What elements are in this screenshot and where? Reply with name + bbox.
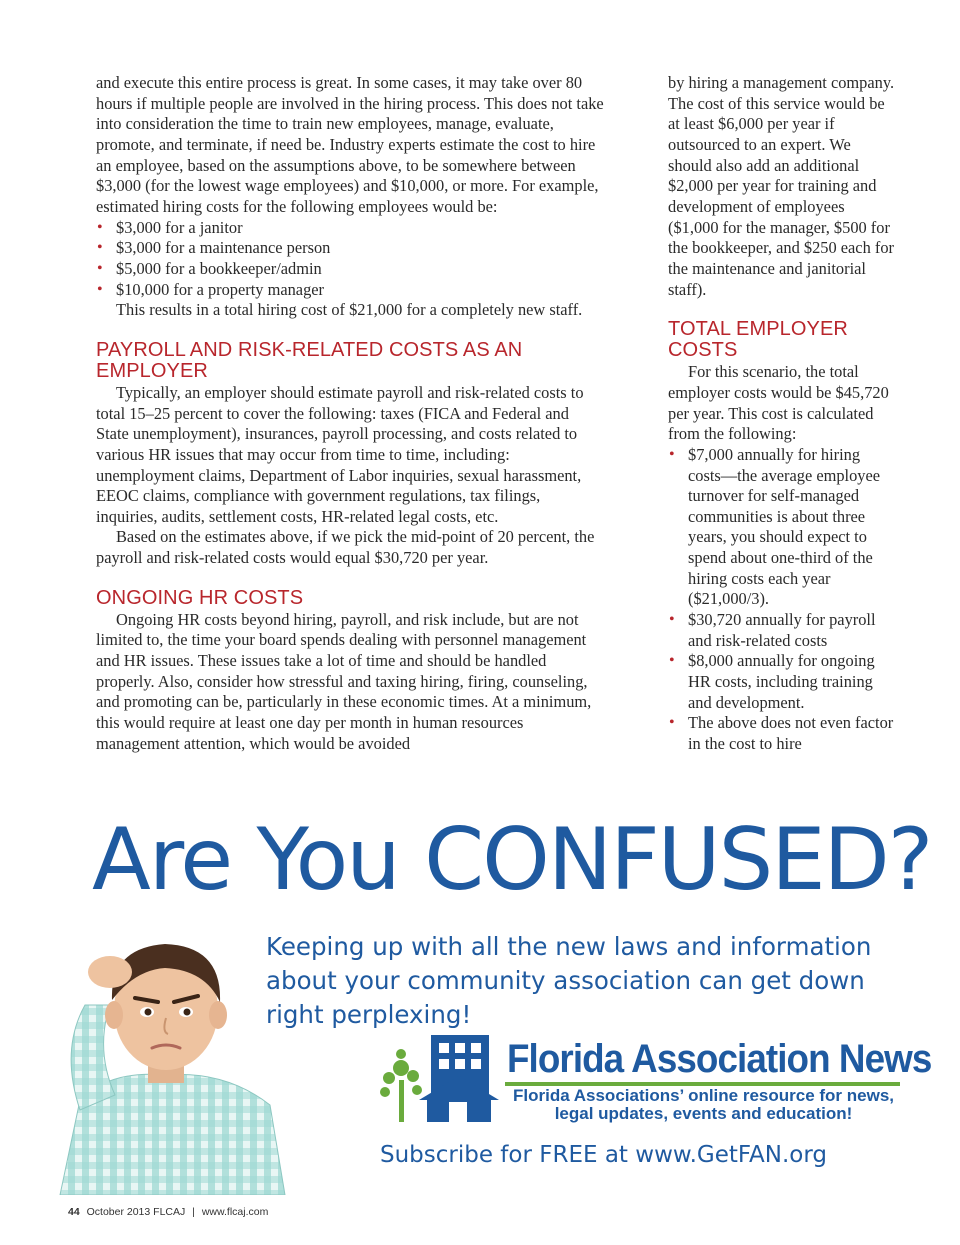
list-item: • $3,000 for a maintenance person	[97, 238, 331, 258]
hiring-costs-list	[96, 218, 604, 301]
subscribe-link[interactable]: Subscribe for FREE at www.GetFAN.org	[380, 1142, 827, 1168]
ad-subheadline: Keeping up with all the new laws and information about your community association can get down right perplexing!	[266, 932, 872, 1029]
list-item: • $5,000 for a bookkeeper/admin	[97, 258, 322, 278]
issue-label: October 2013 FLCAJ	[86, 1206, 186, 1218]
fan-brand-name: Florida Association News	[507, 1037, 932, 1081]
payroll-paragraph-2: Based on the estimates above, if we pick the mid-point of 20 percent, the payroll and risk-related costs would equal $30,720 per year.	[96, 527, 595, 568]
page-number: 44	[68, 1206, 80, 1218]
list-item: • $7,000 annually for hiring costs—the average employee turnover for self-managed communities is about three years, you should expect to spend about one-third of the hiring costs each year ($21,000/3).	[669, 444, 881, 609]
fan-logo-icon	[375, 1030, 500, 1125]
list-item: • $8,000 annually for ongoing HR costs, including training and development.	[669, 651, 875, 712]
bullet-icon: •	[97, 218, 103, 236]
list-item: • $3,000 for a janitor	[97, 217, 243, 237]
page-footer	[68, 1206, 268, 1218]
payroll-paragraph-1: Typically, an employer should estimate payroll and risk-related costs to total 15–25 percent to cover the following: taxes (FICA and Federal and State unemployment), insurances, payroll processing, and costs related to various HR issues that may occur from time to time, including: unemployment claims, Department of Labor inquiries, sexual harassment, EEOC claims, compliance with government regulations, tax filings, inquiries, audits, settlement costs, HR-related legal costs, etc.	[96, 382, 584, 526]
bullet-icon: •	[97, 280, 103, 298]
bullet-icon: •	[669, 714, 675, 732]
total-costs-paragraph: For this scenario, the total employer costs would be $45,720 per year. This cost is calculated from the following:	[668, 362, 889, 444]
bullet-icon: •	[97, 259, 103, 277]
footer-separator: |	[192, 1206, 195, 1218]
fan-advertisement	[0, 790, 960, 1190]
confused-boy-image	[40, 910, 300, 1195]
bullet-icon: •	[669, 652, 675, 670]
list-item: • The above does not even factor in the cost to hire	[669, 713, 894, 754]
ad-headline: Are You CONFUSED?	[92, 810, 932, 910]
ongoing-hr-paragraph: Ongoing HR costs beyond hiring, payroll, and risk include, but are not limited to, the time your board spends dealing with personnel management and HR issues. These issues take a lot of time and should be handled properly. Also, consider how stressful and taxing hiring, firing, counseling, and promoting can be, particularly in these economic times. At a minimum, this would require at least one day per month in human resources management attention, which would be avoided	[96, 609, 592, 753]
bullet-icon: •	[97, 239, 103, 257]
bullet-icon: •	[669, 611, 675, 629]
right-column	[668, 73, 896, 755]
left-column	[96, 73, 604, 754]
list-item: • $30,720 annually for payroll and risk-related costs	[669, 610, 876, 650]
footer-website-link[interactable]: www.flcaj.com	[201, 1206, 269, 1218]
intro-paragraph: and execute this entire process is great. In some cases, it may take over 80 hours if multiple people are involved in the hiring process. This does not take into consideration the time to train new employees, manage, evaluate, promote, and terminate, if need be. Industry experts estimate the cost to hire an employee, based on the assumptions above, to be somewhere between $3,000 (for the lowest wage employees) and $10,000, or more. For example, estimated hiring costs for the following employees would be:	[96, 73, 604, 216]
total-employer-costs-heading: TOTAL EMPLOYER COSTS	[668, 318, 848, 362]
ongoing-hr-heading: ONGOING HR COSTS	[96, 586, 304, 609]
continuation-paragraph: by hiring a management company. The cost of this service would be at least $6,000 per year if outsourced to an expert. We should also add an additional $2,000 per year for training and development of employees ($1,000 for the manager, $500 for the bookkeeper, and $250 each for the maintenance and janitorial staff).	[668, 73, 895, 299]
hiring-total-paragraph: This results in a total hiring cost of $21,000 for a completely new staff.	[116, 300, 583, 320]
payroll-heading: PAYROLL AND RISK-RELATED COSTS AS AN EMPLOYER	[96, 338, 523, 382]
bullet-icon: •	[669, 445, 675, 463]
list-item: • $10,000 for a property manager	[97, 279, 324, 299]
fan-tagline: Florida Associations’ online resource for news, legal updates, events and education!	[512, 1086, 895, 1123]
total-costs-list	[668, 445, 896, 755]
